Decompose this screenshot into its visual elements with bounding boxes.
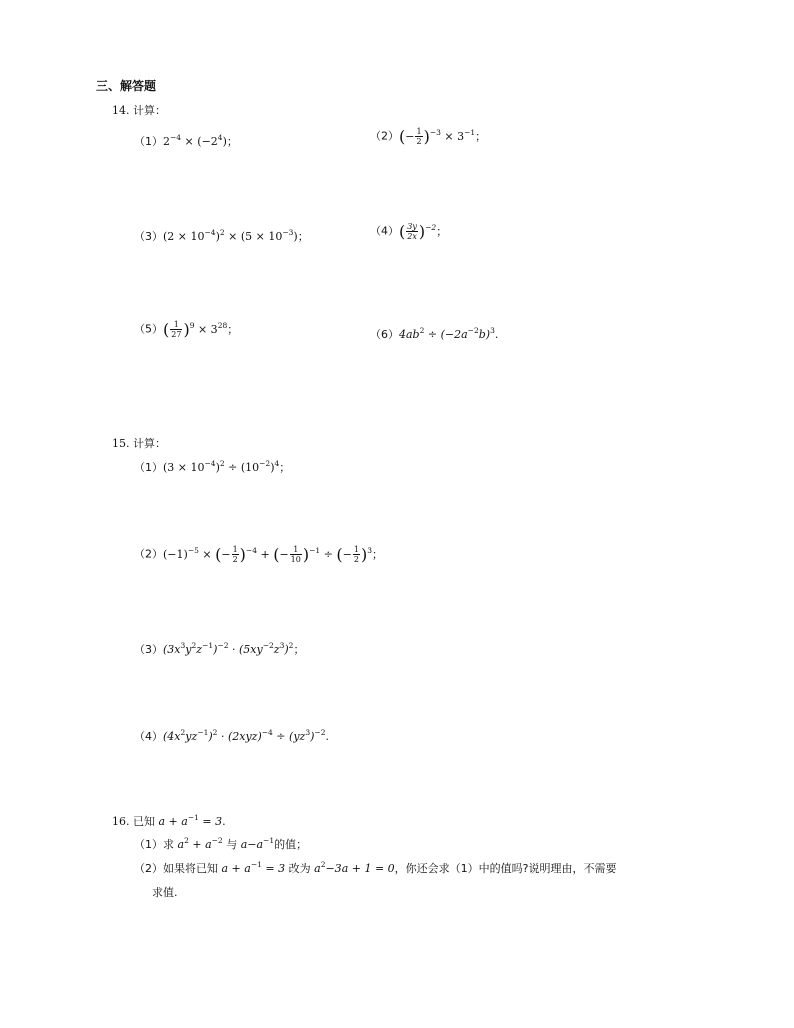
q14-part-4: （4）( $\frac{3y}{2x}$ )$^{-2}$； [370, 221, 448, 241]
q14-part-3: $(3)(2 \times 10^{-4})^2 \times (5 \times 10^{-3})$； [134, 228, 309, 243]
q16-part-1-end: 的值； [274, 838, 308, 851]
q16-part-2-rest: ，你还会求（1）中的值吗?说明理由，不需要 [394, 862, 617, 875]
q14-part-5-label: （5） [134, 322, 163, 336]
q15-part-1: $(1)(3 \times 10^{-4})^2 \div (10^{-2})^4$； [134, 459, 291, 474]
q15-part-2-label: （2） [134, 547, 163, 561]
section-title: 三、解答题 [96, 79, 157, 93]
q14-part-2-label: （2） [370, 129, 399, 143]
question-15-title: 15. 计算： [112, 437, 166, 450]
question-16-title: 16. 已知 $a + a^{-1} = 3$. [112, 813, 226, 828]
question-16-label: 16. 已知 [112, 815, 155, 828]
q14-part-4-label: （4） [370, 224, 399, 238]
q16-part-2-label: （2）如果将已知 [134, 862, 218, 875]
q16-part-2-mid: 改为 [288, 862, 311, 875]
q15-part-1-label: （1） [134, 461, 163, 474]
q16-part-1-mid: 与 [226, 838, 238, 851]
q16-part-2: （2）如果将已知 $a + a^{-1} = 3$ 改为 $a^2-3a + 1 = 0$，你还会求（1）中的值吗?说明理由，不需要 [134, 860, 617, 875]
q15-part-2: $(2)(-1)^{-5}$ × (− $\frac{1}{2}$ )$^{-4}$ + (− $\frac{1}{10}$ )$^{-1}$ ÷ (− $\frac{1}{2}$ )$^3$； [134, 544, 383, 564]
q14-part-1: $(1)2^{-4} \times (-2^4)$； [134, 133, 238, 148]
question-14-title: 14. 计算： [112, 104, 166, 117]
q14-part-3-label: （3） [134, 230, 163, 243]
q15-part-3: $(3)(3x^3y^2z^{-1})^{-2} \cdot (5xy^{-2}z^3)^2$； [134, 641, 305, 656]
q14-part-2: （2）(− $\frac{1}{2}$ )$^{-3} \times 3^{-1}$； [370, 126, 487, 146]
q16-part-1: （1）求 $a^2 + a^{-2}$ 与 $a-a^{-1}$的值； [134, 836, 308, 851]
q14-part-1-label: （1） [134, 135, 163, 148]
q14-part-5: （5）( $\frac{1}{27}$ )$^9 \times 3^{28}$； [134, 319, 239, 339]
q15-part-4: $(4)(4x^2yz^{-1})^2 \cdot (2xyz)^{-4} \div (yz^3)^{-2}$. [134, 728, 329, 743]
q15-part-3-label: （3） [134, 643, 163, 656]
q15-part-4-label: （4） [134, 730, 163, 743]
q16-part-2-continuation: 求值. [152, 886, 178, 899]
q14-part-6: $(6)4ab^2 \div (-2a^{-2}b)^3$. [370, 326, 499, 341]
q16-part-1-label: （1）求 [134, 838, 174, 851]
q14-part-6-label: （6） [370, 328, 399, 341]
